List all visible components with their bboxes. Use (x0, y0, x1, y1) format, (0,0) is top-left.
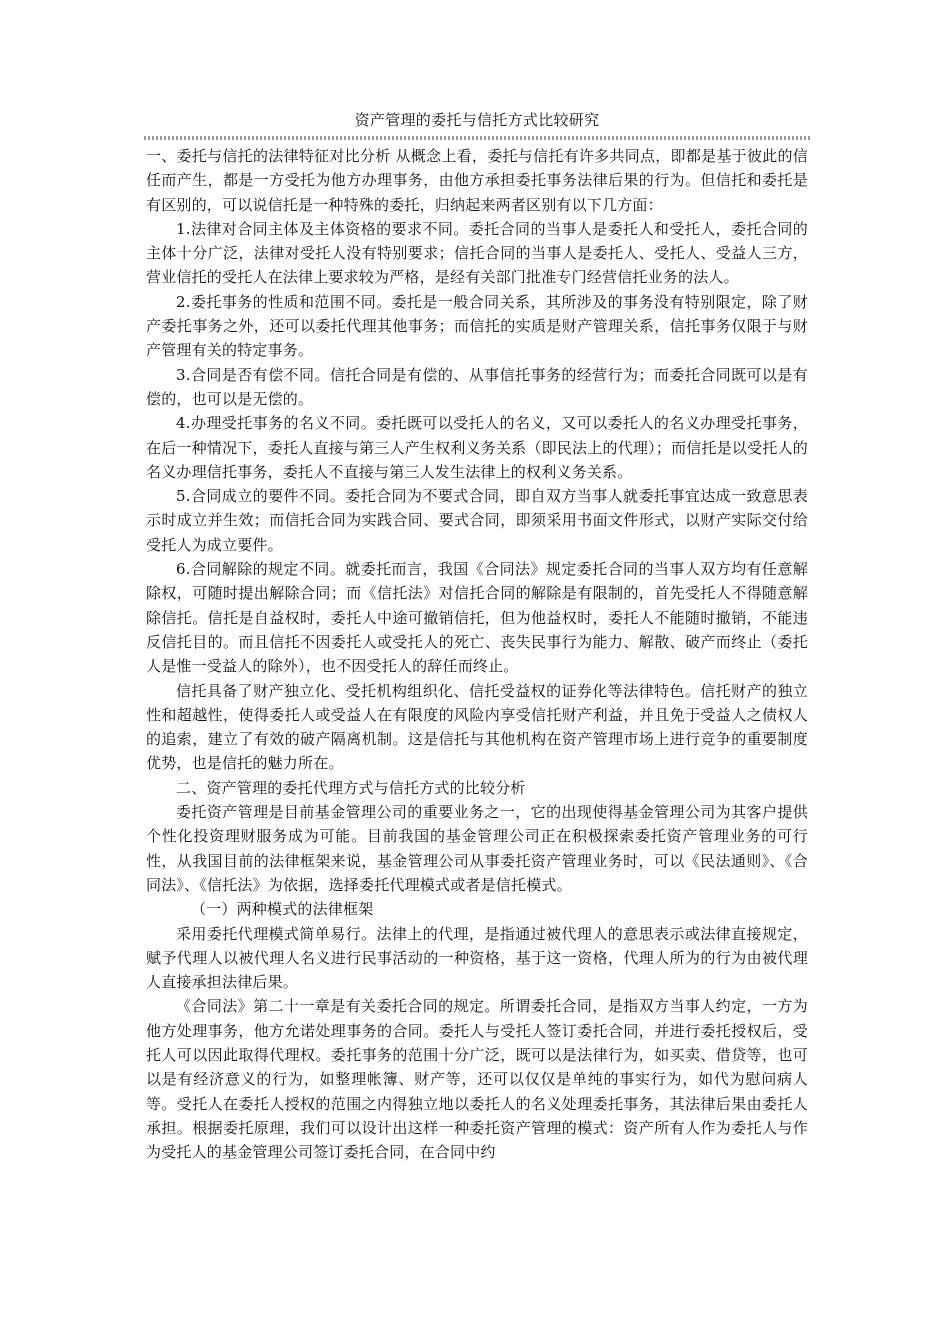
paragraph-point-6: 6.合同解除的规定不同。就委托而言，我国《合同法》规定委托合同的当事人双方均有任意解除权，可随时提出解除合同；而《信托法》对信托合同的解除是有限制的，首先受托人不得随意解除信托。信托是自益权时，委托人中途可撤销信托，但为他益权时，委托人不能随时撤销，不能违反信托目的。而且信托不因委托人或受托人的死亡、丧失民事行为能力、解散、破产而终止（委托人是惟一受益人的除外），也不因受托人的辞任而终止。 (146, 560, 808, 676)
paragraph-contract-law: 《合同法》第二十一章是有关委托合同的规定。所谓委托合同，是指双方当事人约定，一方为他方处理事务，他方允诺处理事务的合同。委托人与受托人签订委托合同，并进行委托授权后，受托人可以因此取得代理权。委托事务的范围十分广泛，既可以是法律行为，如买卖、借贷等，也可以是有经济意义的行为，如整理帐簿、财产等，还可以仅仅是单纯的事实行为，如代为慰问病人等。受托人在委托人授权的范围之内得独立地以委托人的名义处理委托事务，其法律后果由委托人承担。根据委托原理，我们可以设计出这样一种委托资产管理的模式：资产所有人作为委托人与作为受托人的基金管理公司签订委托合同，在合同中约 (146, 997, 808, 1162)
paragraph-point-2: 2.委托事务的性质和范围不同。委托是一般合同关系，其所涉及的事务没有特别限定，除了财产委托事务之外，还可以委托代理其他事务；而信托的实质是财产管理关系，信托事务仅限于与财产管理有关的特定事务。 (146, 292, 808, 360)
paragraph-section-1: 一、委托与信托的法律特征对比分析 从概念上看，委托与信托有许多共同点，即都是基于彼此的信任而产生，都是一方受托为他方办理事务，由他方承担委托事务法律后果的行为。但信托和委托是有区别的，可以说信托是一种特殊的委托，归纳起来两者区别有以下几方面： (146, 147, 808, 214)
document-title: 资产管理的委托与信托方式比较研究 (354, 111, 600, 129)
paragraph-point-1: 1.法律对合同主体及主体资格的要求不同。委托合同的当事人是委托人和受托人，委托合同的主体十分广泛，法律对受托人没有特别要求；信托合同的当事人是委托人、受托人、受益人三方，营业信托的受托人在法律上要求较为严格，是经有关部门批准专门经营信托业务的法人。 (146, 219, 808, 287)
paragraph-point-4: 4.办理受托事务的名义不同。委托既可以受托人的名义，又可以委托人的名义办理受托事务，在后一种情况下，委托人直接与第三人产生权利义务关系（即民法上的代理）；而信托是以受托人的名义办理信托事务，委托人不直接与第三人发生法律上的权利义务关系。 (146, 414, 808, 481)
paragraph-agency-model: 采用委托代理模式简单易行。法律上的代理，是指通过被代理人的意思表示或法律直接规定，赋予代理人以被代理人名义进行民事活动的一种资格，基于这一资格，代理人所为的行为由被代理人直接承担法律后果。 (146, 924, 808, 992)
paragraph-point-5: 5.合同成立的要件不同。委托合同为不要式合同，即自双方当事人就委托事宜达成一致意思表示时成立并生效；而信托合同为实践合同、要式合同，即须采用书面文件形式，以财产实际交付给受托人为成立要件。 (146, 487, 808, 554)
document-page (146, 110, 808, 1164)
paragraph-point-3: 3.合同是否有偿不同。信托合同是有偿的、从事信托事务的经营行为；而委托合同既可以是有偿的，也可以是无偿的。 (146, 365, 808, 408)
paragraph-trust-features: 信托具备了财产独立化、受托机构组织化、信托受益权的证券化等法律特色。信托财产的独立性和超越性，使得委托人或受益人在有限度的风险内享受信托财产利益，并且免于受益人之债权人的追索，建立了有效的破产隔离机制。这是信托与其他机构在资产管理市场上进行竞争的重要制度优势，也是信托的魅力所在。 (146, 681, 808, 773)
document-body (146, 144, 808, 1164)
paragraph-asset-management: 委托资产管理是目前基金管理公司的重要业务之一，它的出现使得基金管理公司为其客户提供个性化投资理财服务成为可能。目前我国的基金管理公司正在积极探索委托资产管理业务的可行性，从我国目前的法律框架来说，基金管理公司从事委托资产管理业务时，可以《民法通则》、《合同法》、《信托法》为依据，选择委托代理模式或者是信托模式。 (146, 803, 808, 894)
section-heading-2: 二、资产管理的委托代理方式与信托方式的比较分析 (176, 778, 526, 797)
title-divider (144, 136, 810, 140)
subsection-heading-1: （一）两种模式的法律框架 (191, 900, 374, 919)
